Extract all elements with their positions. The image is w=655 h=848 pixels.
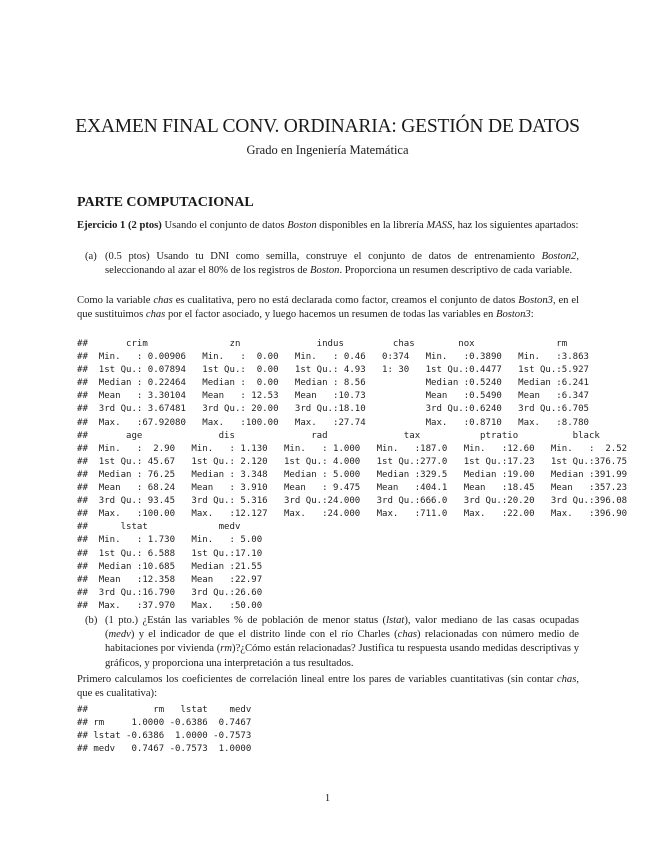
exercise-text: , haz los siguientes apartados: [452,220,579,231]
library-name: MASS [426,220,453,231]
paragraph-text: , en el que sustituimos [77,295,580,321]
summary-output-line: ## crim zn indus chas nox rm [77,339,568,349]
summary-output-line: ## Max. :67.92080 Max. :100.00 Max. :27.74 Max. :0.8710 Max. :8.780 [77,417,589,428]
paragraph-chas [77,294,579,322]
correlation-output-line: ## rm 1.0000 -0.6386 0.7467 [77,718,252,729]
item-text-part: (1 pto.) ¿Están las variables % de población de menor status ( [105,615,387,626]
page-number: 1 [324,793,331,804]
dataset-name: Boston [310,265,340,277]
item-b [85,614,579,671]
item-label: (a) [85,251,97,262]
variable-name: chas [556,674,577,685]
summary-output-line: ## 3rd Qu.:16.790 3rd Qu.:26.60 [77,587,263,598]
item-text-part: , seleccionando al azar el 80% de los registros de [105,251,579,277]
exercise-statement [77,219,579,233]
dataset-name: Boston3 [518,295,553,306]
page-subtitle: Grado en Ingeniería Matemática [246,143,409,157]
exercise-text: Usando el conjunto de datos [164,220,285,231]
exercise-label: Ejercicio 1 (2 ptos) [77,220,162,231]
item-text-part: )?¿Cómo están relacionadas? Justifica tu respuesta usando medidas descriptivas y gráficos, y proporciona una interpretación a tus resultados. [105,643,579,669]
section-heading: PARTE COMPUTACIONAL [77,195,254,210]
item-text [105,250,579,278]
paragraph-text: , que es cualitativa): [77,674,579,700]
variable-name: medv [108,629,131,641]
summary-output-line: ## Min. : 2.90 Min. : 1.130 Min. : 1.000 Min. :187.0 Min. :12.60 Min. : 2.52 [77,443,628,454]
dataset-name: Boston [287,220,317,231]
variable-name: chas [397,629,418,641]
item-text-part: ) relacionadas con número medio de habitaciones por vivienda ( [105,629,579,655]
item-text-part: (0.5 ptos) Usando tu DNI como semilla, construye el conjunto de datos de entrenamiento [105,251,535,262]
summary-output-line: ## Mean :12.358 Mean :22.97 [77,574,263,585]
summary-output-line: ## lstat medv [77,522,241,533]
summary-output-line: ## 1st Qu.: 6.588 1st Qu.:17.10 [77,548,263,559]
summary-output-line: ## 1st Qu.: 45.67 1st Qu.: 2.120 1st Qu.: 4.000 1st Qu.:277.0 1st Qu.:17.23 1st Qu.:376.75 [77,456,628,467]
dataset-name: Boston2 [541,251,577,262]
summary-output-line: ## Mean : 68.24 Mean : 3.910 Mean : 9.475 Mean :404.1 Mean :18.45 Mean :357.23 [77,483,628,494]
paragraph-text: es cualitativa, pero no está declarada como factor, creamos el conjunto de datos [175,295,516,306]
summary-output [77,338,627,613]
paragraph-text: por el factor asociado, y luego hacemos un resumen de todas las variables en [167,309,494,321]
summary-output-line: ## Max. :37.970 Max. :50.00 [77,600,263,611]
item-text-part: . Proporciona un resumen descriptivo de cada variable. [339,265,573,277]
variable-name: chas [145,309,166,321]
summary-output-line: ## 1st Qu.: 0.07894 1st Qu.: 0.00 1st Qu.: 4.93 1: 30 1st Qu.:0.4477 1st Qu.:5.927 [77,365,589,376]
summary-output-line: ## Median : 76.25 Median : 3.348 Median : 5.000 Median :329.5 Median :19.00 Median :391.99 [77,469,628,480]
correlation-output [77,704,251,756]
summary-output-line: ## 3rd Qu.: 93.45 3rd Qu.: 5.316 3rd Qu.:24.000 3rd Qu.:666.0 3rd Qu.:20.20 3rd Qu.:396.08 [77,496,628,507]
item-text-part: ), valor mediano de las casas ocupadas ( [105,615,579,641]
correlation-output-line: ## lstat -0.6386 1.0000 -0.7573 [77,731,252,742]
item-text [105,614,579,671]
paragraph-text: : [530,309,534,321]
dataset-name: Boston3 [495,309,531,321]
paragraph-correlation [77,673,579,701]
summary-output-line: ## Median :10.685 Median :21.55 [77,561,263,572]
summary-output-line: ## Min. : 1.730 Min. : 5.00 [77,535,263,546]
correlation-output-line: ## medv 0.7467 -0.7573 1.0000 [77,744,252,755]
paragraph-text: Como la variable [77,295,151,306]
page-title: EXAMEN FINAL CONV. ORDINARIA: GESTIÓN DE DATOS [75,116,580,137]
summary-output-line: ## Max. :100.00 Max. :12.127 Max. :24.000 Max. :711.0 Max. :22.00 Max. :396.90 [77,509,628,520]
item-label: (b) [85,615,98,626]
summary-output-line: ## 3rd Qu.: 3.67481 3rd Qu.: 20.00 3rd Qu.:18.10 3rd Qu.:0.6240 3rd Qu.:6.705 [77,404,589,415]
item-text-part: ) y el indicador de que el distrito linde con el río Charles ( [130,629,398,641]
summary-output-line: ## Min. : 0.00906 Min. : 0.00 Min. : 0.46 0:374 Min. :0.3890 Min. :3.863 [77,352,589,363]
exercise-text: disponibles en la librería [319,220,424,231]
summary-output-line: ## Mean : 3.30104 Mean : 12.53 Mean :10.73 Mean :0.5490 Mean :6.347 [77,391,589,402]
summary-output-line: ## age dis rad tax ptratio black [77,430,600,441]
variable-name: lstat [386,615,405,626]
correlation-output-line: ## rm lstat medv [77,705,252,715]
summary-output-line: ## Median : 0.22464 Median : 0.00 Median : 8.56 Median :0.5240 Median :6.241 [77,378,589,389]
variable-name: chas [153,295,173,306]
variable-name: rm [220,643,233,655]
paragraph-text: Primero calculamos los coeficientes de correlación lineal entre los pares de variables cuantitativas (sin contar [77,674,554,685]
item-a [85,250,579,278]
